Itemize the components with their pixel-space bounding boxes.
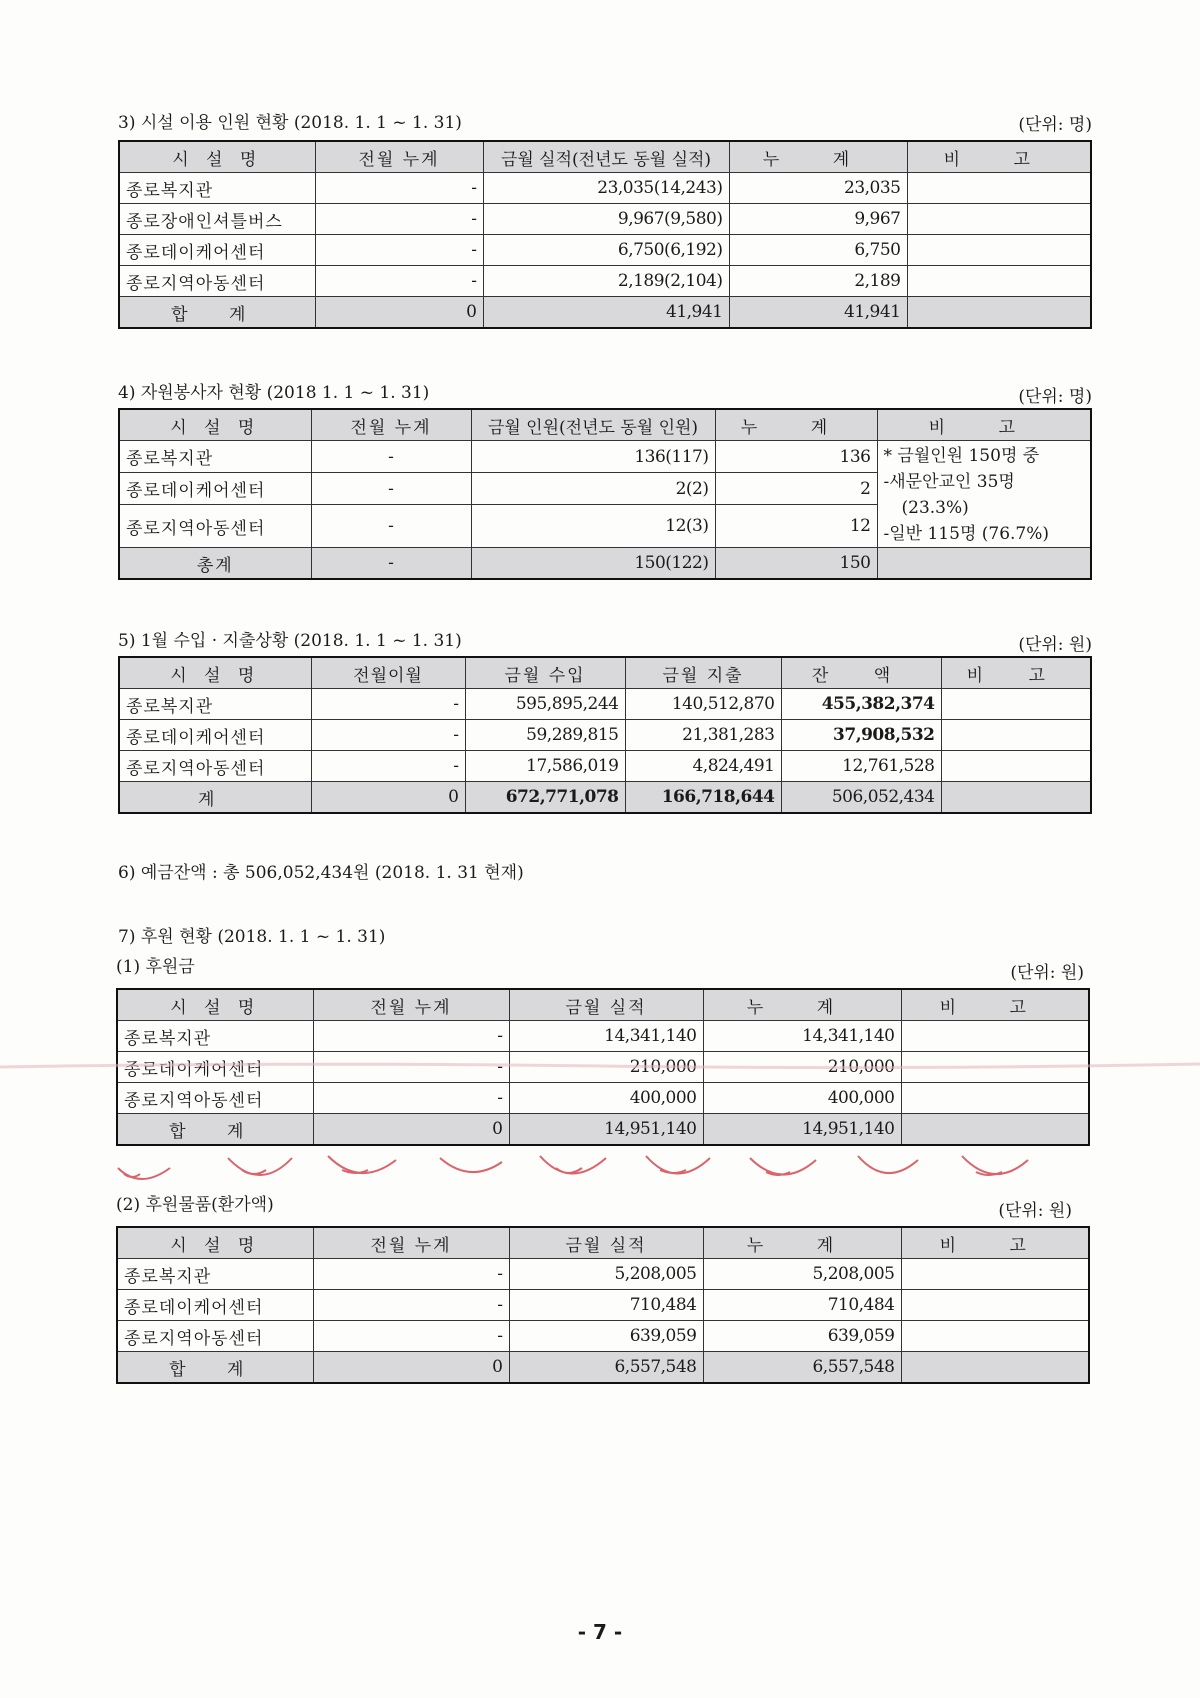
month-value: 5,208,005 <box>509 1259 703 1290</box>
month-value: 6,750(6,192) <box>483 235 729 266</box>
prev-total: - <box>315 204 483 235</box>
month-value: 6,557,548 <box>509 1352 703 1384</box>
carry-over: - <box>311 689 465 720</box>
header-cell: 전월 누계 <box>313 1227 509 1259</box>
table-row <box>117 1021 1089 1052</box>
cumulative: 400,000 <box>703 1083 901 1114</box>
header-cell: 누 계 <box>715 409 877 441</box>
carry-over: 0 <box>311 782 465 814</box>
header-cell: 시 설 명 <box>119 141 315 173</box>
remark <box>941 782 1091 814</box>
unit-label: (단위: 원) <box>1010 963 1084 983</box>
facility-name: 종로복지관 <box>117 1021 313 1052</box>
total-label: 합 계 <box>117 1352 313 1384</box>
subsection-title: (1) 후원금 <box>116 957 195 977</box>
unit-label: (단위: 명) <box>1018 387 1092 407</box>
table-header-row <box>117 989 1089 1021</box>
section-title: 7) 후원 현황 (2018. 1. 1 ~ 1. 31) <box>118 927 386 947</box>
prev-total: - <box>313 1083 509 1114</box>
prev-total: - <box>313 1259 509 1290</box>
facility-name: 종로복지관 <box>119 173 315 204</box>
facility-name: 종로데이케어센터 <box>117 1052 313 1083</box>
header-cell: 시 설 명 <box>117 989 313 1021</box>
balance: 37,908,532 <box>781 720 941 751</box>
month-value: 14,951,140 <box>509 1114 703 1146</box>
remark <box>941 689 1091 720</box>
header-cell: 비 고 <box>877 409 1091 441</box>
header-cell: 비 고 <box>907 141 1091 173</box>
cumulative: 9,967 <box>729 204 907 235</box>
total-row <box>119 548 1091 580</box>
month-value: 2(2) <box>471 473 715 505</box>
month-value: 210,000 <box>509 1052 703 1083</box>
carry-over: - <box>311 720 465 751</box>
total-label: 합 계 <box>119 297 315 329</box>
balance: 506,052,434 <box>781 782 941 814</box>
table-row <box>119 235 1091 266</box>
remark <box>901 1021 1089 1052</box>
section-title: 3) 시설 이용 인원 현황 (2018. 1. 1 ~ 1. 31) <box>118 113 462 133</box>
carry-over: - <box>311 751 465 782</box>
table-row <box>119 720 1091 751</box>
table-row <box>117 1083 1089 1114</box>
table-row <box>119 266 1091 297</box>
note-line: * 금월인원 150명 중 <box>883 446 1040 466</box>
expense: 166,718,644 <box>625 782 781 814</box>
header-cell: 금월 실적 <box>509 989 703 1021</box>
remark <box>907 235 1091 266</box>
header-cell: 금월 지출 <box>625 657 781 689</box>
facility-usage-table <box>118 140 1092 329</box>
month-value: 150(122) <box>471 548 715 580</box>
table-header-row <box>119 657 1091 689</box>
facility-name: 종로지역아동센터 <box>119 266 315 297</box>
month-value: 400,000 <box>509 1083 703 1114</box>
prev-total: 0 <box>315 297 483 329</box>
section-volunteers <box>118 378 1092 588</box>
table-row <box>119 689 1091 720</box>
income: 672,771,078 <box>465 782 625 814</box>
prev-total: - <box>311 505 471 548</box>
month-value: 14,341,140 <box>509 1021 703 1052</box>
prev-total: - <box>315 235 483 266</box>
header-cell: 금월 인원(전년도 동월 인원) <box>471 409 715 441</box>
facility-name: 종로지역아동센터 <box>117 1083 313 1114</box>
prev-total: - <box>311 441 471 473</box>
facility-name: 종로지역아동센터 <box>119 505 311 548</box>
table-row <box>117 1290 1089 1321</box>
note-line: -일반 115명 (76.7%) <box>883 524 1050 544</box>
cumulative: 14,951,140 <box>703 1114 901 1146</box>
cumulative: 136 <box>715 441 877 473</box>
table-row <box>119 173 1091 204</box>
income-expense-table <box>118 656 1092 814</box>
facility-name: 종로지역아동센터 <box>119 751 311 782</box>
balance: 455,382,374 <box>781 689 941 720</box>
prev-total: - <box>313 1052 509 1083</box>
watermark-streak <box>0 1058 1200 1072</box>
table-header-row <box>119 409 1091 441</box>
header-cell: 시 설 명 <box>117 1227 313 1259</box>
remark <box>941 720 1091 751</box>
table-header-row <box>119 141 1091 173</box>
section-title: 5) 1월 수입 · 지출상황 (2018. 1. 1 ~ 1. 31) <box>118 631 462 651</box>
total-row <box>117 1114 1089 1146</box>
header-cell: 비 고 <box>901 1227 1089 1259</box>
income: 595,895,244 <box>465 689 625 720</box>
cumulative: 150 <box>715 548 877 580</box>
section-donated-goods <box>116 1190 1090 1390</box>
section-title: 4) 자원봉사자 현황 (2018 1. 1 ~ 1. 31) <box>118 383 430 403</box>
subsection-title: (2) 후원물품(환가액) <box>116 1195 274 1215</box>
cumulative: 639,059 <box>703 1321 901 1352</box>
expense: 140,512,870 <box>625 689 781 720</box>
remark <box>941 751 1091 782</box>
section-donations <box>116 952 1090 1148</box>
cumulative: 2,189 <box>729 266 907 297</box>
table-row <box>117 1321 1089 1352</box>
cumulative: 12 <box>715 505 877 548</box>
cumulative: 5,208,005 <box>703 1259 901 1290</box>
prev-total: - <box>311 548 471 580</box>
header-cell: 비 고 <box>901 989 1089 1021</box>
remark <box>901 1321 1089 1352</box>
header-cell: 전월이월 <box>311 657 465 689</box>
remark-note <box>877 441 1091 548</box>
facility-name: 종로데이케어센터 <box>119 473 311 505</box>
remark <box>907 204 1091 235</box>
remark <box>907 297 1091 329</box>
balance: 12,761,528 <box>781 751 941 782</box>
prev-total: - <box>315 266 483 297</box>
header-cell: 누 계 <box>729 141 907 173</box>
total-label: 총계 <box>119 548 311 580</box>
total-row <box>119 782 1091 814</box>
table-row <box>117 1259 1089 1290</box>
facility-name: 종로복지관 <box>119 689 311 720</box>
prev-total: 0 <box>313 1352 509 1384</box>
expense: 21,381,283 <box>625 720 781 751</box>
month-value: 710,484 <box>509 1290 703 1321</box>
donated-goods-table <box>116 1226 1090 1384</box>
header-cell: 전월 누계 <box>315 141 483 173</box>
cumulative: 6,750 <box>729 235 907 266</box>
facility-name: 종로데이케어센터 <box>117 1290 313 1321</box>
total-row <box>117 1352 1089 1384</box>
deposit-balance-text: 6) 예금잔액 : 총 506,052,434원 (2018. 1. 31 현재) <box>118 863 524 883</box>
table-row <box>119 204 1091 235</box>
header-cell: 시 설 명 <box>119 657 311 689</box>
remark <box>901 1352 1089 1384</box>
income: 59,289,815 <box>465 720 625 751</box>
facility-name: 종로데이케어센터 <box>119 235 315 266</box>
cumulative: 6,557,548 <box>703 1352 901 1384</box>
table-row <box>119 751 1091 782</box>
table-header-row <box>117 1227 1089 1259</box>
prev-total: - <box>311 473 471 505</box>
income: 17,586,019 <box>465 751 625 782</box>
prev-total: - <box>313 1321 509 1352</box>
header-cell: 누 계 <box>703 1227 901 1259</box>
total-row <box>119 297 1091 329</box>
month-value: 639,059 <box>509 1321 703 1352</box>
page-number: - 7 - <box>577 1620 623 1644</box>
month-value: 9,967(9,580) <box>483 204 729 235</box>
cumulative: 14,341,140 <box>703 1021 901 1052</box>
seal-stamp-row <box>110 1150 1100 1190</box>
remark <box>907 266 1091 297</box>
remark <box>901 1114 1089 1146</box>
total-label: 계 <box>119 782 311 814</box>
header-cell: 금월 실적(전년도 동월 실적) <box>483 141 729 173</box>
remark <box>901 1259 1089 1290</box>
remark <box>901 1290 1089 1321</box>
facility-name: 종로데이케어센터 <box>119 720 311 751</box>
prev-total: 0 <box>313 1114 509 1146</box>
header-cell: 누 계 <box>703 989 901 1021</box>
month-value: 12(3) <box>471 505 715 548</box>
remark <box>901 1083 1089 1114</box>
header-cell: 전월 누계 <box>311 409 471 441</box>
month-value: 41,941 <box>483 297 729 329</box>
header-cell: 전월 누계 <box>313 989 509 1021</box>
cumulative: 2 <box>715 473 877 505</box>
cumulative: 23,035 <box>729 173 907 204</box>
month-value: 136(117) <box>471 441 715 473</box>
header-cell: 금월 수입 <box>465 657 625 689</box>
facility-name: 종로지역아동센터 <box>117 1321 313 1352</box>
total-label: 합 계 <box>117 1114 313 1146</box>
prev-total: - <box>313 1290 509 1321</box>
cumulative: 41,941 <box>729 297 907 329</box>
volunteers-table <box>118 408 1092 580</box>
section-facility-usage <box>118 108 1092 338</box>
prev-total: - <box>315 173 483 204</box>
cumulative: 210,000 <box>703 1052 901 1083</box>
remark <box>907 173 1091 204</box>
facility-name: 종로복지관 <box>117 1259 313 1290</box>
prev-total: - <box>313 1021 509 1052</box>
facility-name: 종로복지관 <box>119 441 311 473</box>
cumulative: 710,484 <box>703 1290 901 1321</box>
unit-label: (단위: 원) <box>998 1201 1072 1221</box>
month-value: 23,035(14,243) <box>483 173 729 204</box>
note-line: -새문안교인 35명 <box>883 472 1015 492</box>
unit-label: (단위: 원) <box>1018 635 1092 655</box>
note-line: (23.3%) <box>901 498 969 518</box>
month-value: 2,189(2,104) <box>483 266 729 297</box>
expense: 4,824,491 <box>625 751 781 782</box>
section-income-expense <box>118 626 1092 826</box>
facility-name: 종로장애인셔틀버스 <box>119 204 315 235</box>
header-cell: 시 설 명 <box>119 409 311 441</box>
header-cell: 비 고 <box>941 657 1091 689</box>
unit-label: (단위: 명) <box>1018 115 1092 135</box>
header-cell: 잔 액 <box>781 657 941 689</box>
remark <box>877 548 1091 580</box>
table-row <box>119 441 1091 473</box>
header-cell: 금월 실적 <box>509 1227 703 1259</box>
